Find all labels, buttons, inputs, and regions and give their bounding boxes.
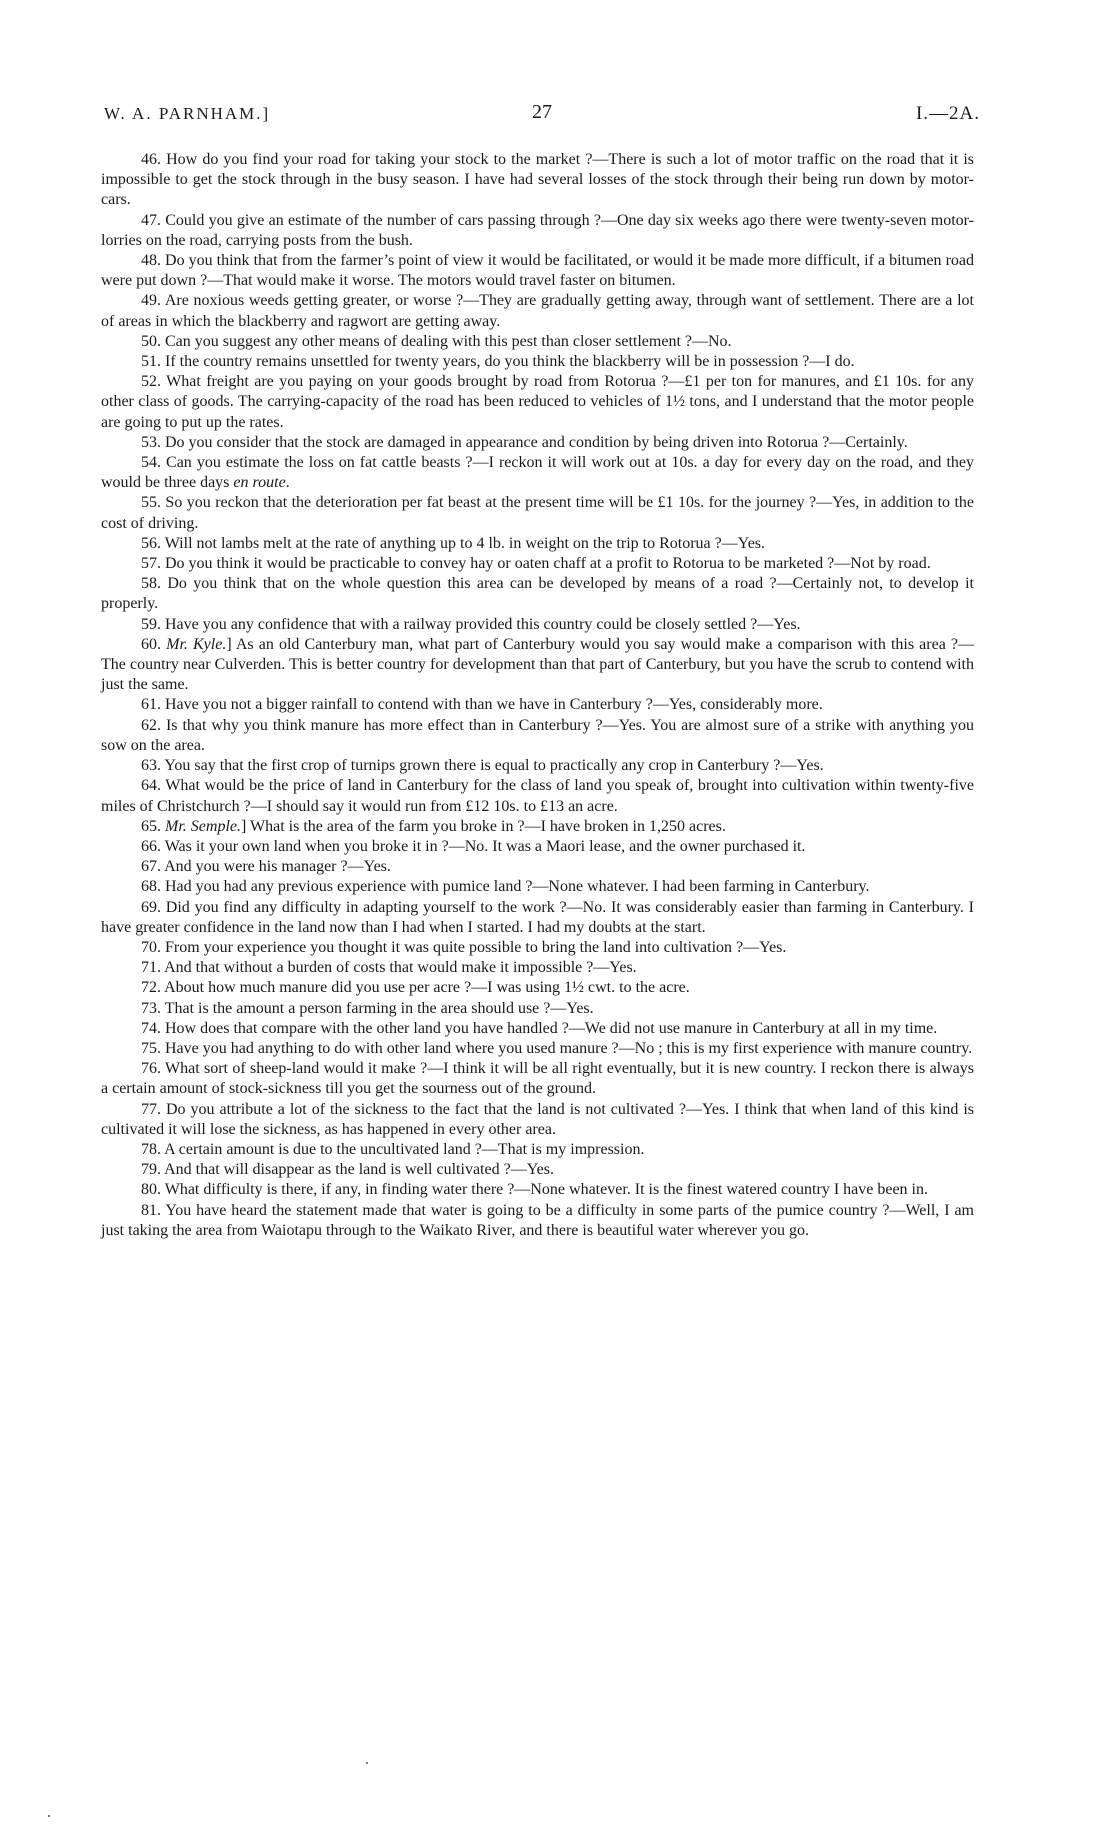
paragraph-text: 61. Have you not a bigger rainfall to contend with than we have in Canterbury ?—Yes, considerably more. [141,696,823,714]
question-answer-paragraph [101,978,974,998]
question-answer-paragraph [101,1100,974,1140]
paragraph-text: 80. What difficulty is there, if any, in finding water there ?—None whatever. It is the finest watered country I have been in. [141,1181,928,1199]
page-number: 27 [532,101,552,123]
question-answer-paragraph [101,756,974,776]
question-answer-paragraph [101,695,974,715]
question-answer-paragraph [101,1019,974,1039]
italic-text: Mr. Semple. [165,817,241,835]
question-answer-paragraph [101,534,974,554]
question-answer-paragraph [101,1059,974,1099]
question-answer-paragraph [101,1180,974,1200]
scan-speck [366,1762,368,1764]
question-answer-paragraph [101,352,974,372]
paragraph-text: 71. And that without a burden of costs that would make it impossible ?—Yes. [141,959,637,977]
question-answer-paragraph [101,817,974,837]
paragraph-text: 64. What would be the price of land in Canterbury for the class of land you speak of, brought into cultivation within twenty-five miles of Christchurch ?—I should say it would run from £12 10s. to £13 an acre. [101,777,974,815]
paragraph-text: 48. Do you think that from the farmer’s point of view it would be facilitated, or would it be made more difficult, if a bitumen road were put down ?—That would make it worse. The motors would travel faster on bitumen. [101,252,974,290]
question-answer-paragraph [101,857,974,877]
question-answer-paragraph [101,837,974,857]
paragraph-text: 62. Is that why you think manure has more effect than in Canterbury ?—Yes. You are almost sure of a strike with anything you sow on the area. [101,716,974,754]
italic-text: en route [233,474,286,492]
question-answer-paragraph [101,898,974,938]
question-answer-paragraph [101,1160,974,1180]
paragraph-text: 69. Did you find any difficulty in adapting yourself to the work ?—No. It was considerably easier than farming in Canterbury. I have greater confidence in the land now than I had when I started. I had my doubts at the start. [101,898,974,936]
paragraph-text: 76. What sort of sheep-land would it make ?—I think it will be all right eventually, but it is new country. I reckon there is always a certain amount of stock-sickness till you get the sourness out of the ground. [101,1060,974,1098]
paragraph-text: 55. So you reckon that the deterioration per fat beast at the present time will be £1 10s. for the journey ?—Yes, in addition to the cost of driving. [101,494,974,532]
paragraph-text: 66. Was it your own land when you broke it in ?—No. It was a Maori lease, and the owner purchased it. [141,837,806,855]
question-answer-paragraph [101,493,974,533]
paragraph-text: 50. Can you suggest any other means of dealing with this pest than closer settlement ?—No. [141,332,732,350]
question-answer-paragraph [101,1201,974,1241]
paragraph-text: 74. How does that compare with the other land you have handled ?—We did not use manure in Canterbury at all in my time. [141,1019,938,1037]
paragraph-text: 70. From your experience you thought it was quite possible to bring the land into cultivation ?—Yes. [141,938,787,956]
question-answer-paragraph [101,372,974,433]
testimony-body [101,150,974,1241]
question-answer-paragraph [101,635,974,696]
paragraph-text: 46. How do you find your road for taking your stock to the market ?—There is such a lot of motor traffic on the road that it is impossible to get the stock through in the busy season. I have had several losses of the stock through their being run down by motor-cars. [101,151,974,209]
paragraph-text: ] What is the area of the farm you broke in ?—I have broken in 1,250 acres. [240,817,726,835]
question-answer-paragraph [101,332,974,352]
paragraph-text: 67. And you were his manager ?—Yes. [141,858,391,876]
question-answer-paragraph [101,574,974,614]
paragraph-text: 77. Do you attribute a lot of the sickness to the fact that the land is not cultivated ?—Yes. I think that when land of this kind is cultivated it will lose the sickness, as has happened in every other area. [101,1100,974,1138]
paragraph-text: 47. Could you give an estimate of the number of cars passing through ?—One day six weeks ago there were twenty-seven motor-lorries on the road, carrying posts from the bush. [101,211,974,249]
paragraph-text: 58. Do you think that on the whole question this area can be developed by means of a road ?—Certainly not, to develop it properly. [101,575,974,613]
question-answer-paragraph [101,877,974,897]
question-answer-paragraph [101,433,974,453]
paragraph-text: 78. A certain amount is due to the uncultivated land ?—That is my impression. [141,1140,645,1158]
question-answer-paragraph [101,1140,974,1160]
question-answer-paragraph [101,938,974,958]
question-answer-paragraph [101,554,974,574]
question-answer-paragraph [101,776,974,816]
paragraph-text: 56. Will not lambs melt at the rate of anything up to 4 lb. in weight on the trip to Rotorua ?—Yes. [141,534,766,552]
question-answer-paragraph [101,150,974,211]
question-answer-paragraph [101,958,974,978]
paragraph-text: 63. You say that the first crop of turnips grown there is equal to practically any crop in Canterbury ?—Yes. [141,757,824,775]
question-answer-paragraph [101,999,974,1019]
paragraph-text: ] As an old Canterbury man, what part of Canterbury would you say would make a comparison with this area ?—The country near Culverden. This is better country for development than that part of Canterbury, but you have the scrub to contend with just the same. [101,635,975,694]
paragraph-text: 60. [141,635,167,653]
question-answer-paragraph [101,453,974,493]
document-reference: I.—2A. [915,103,980,124]
page-header [104,101,980,130]
paragraph-text: 59. Have you any confidence that with a railway provided this country could be closely settled ?—Yes. [141,615,801,633]
question-answer-paragraph [101,291,974,331]
question-answer-paragraph [101,615,974,635]
paragraph-text: 81. You have heard the statement made that water is going to be a difficulty in some parts of the pumice country ?—Well, I am just taking the area from Waiotapu through to the Waikato River, and there is beautiful water wherever you go. [101,1201,974,1239]
paragraph-text: . [285,474,290,492]
paragraph-text: 72. About how much manure did you use per acre ?—I was using 1½ cwt. to the acre. [141,979,690,997]
paragraph-text: 73. That is the amount a person farming in the area should use ?—Yes. [141,999,594,1017]
paragraph-text: 65. [141,817,165,835]
witness-name: W. A. PARNHAM.] [104,104,271,123]
scan-speck [48,1815,50,1817]
question-answer-paragraph [101,1039,974,1059]
paragraph-text: 68. Had you had any previous experience with pumice land ?—None whatever. I had been farming in Canterbury. [141,878,870,896]
paragraph-text: 53. Do you consider that the stock are damaged in appearance and condition by being driven into Rotorua ?—Certainly. [141,433,908,451]
paragraph-text: 51. If the country remains unsettled for twenty years, do you think the blackberry will be in possession ?—I do. [141,353,855,371]
paragraph-text: 49. Are noxious weeds getting greater, or worse ?—They are gradually getting away, through want of settlement. There are a lot of areas in which the blackberry and ragwort are getting away. [101,292,974,330]
question-answer-paragraph [101,211,974,251]
paragraph-text: 79. And that will disappear as the land is well cultivated ?—Yes. [141,1161,554,1179]
paragraph-text: 52. What freight are you paying on your goods brought by road from Rotorua ?—£1 per ton for manures, and £1 10s. for any other class of goods. The carrying-capacity of the road has been reduced to vehicles of 1½ tons, and I understand that the motor people are going to put up the rates. [101,373,974,431]
question-answer-paragraph [101,716,974,756]
question-answer-paragraph [101,251,974,291]
paragraph-text: 57. Do you think it would be practicable to convey hay or oaten chaff at a profit to Rotorua to be marketed ?—Not by road. [141,555,931,573]
paragraph-text: 75. Have you had anything to do with other land where you used manure ?—No ; this is my first experience with manure country. [141,1039,973,1057]
paragraph-text: 54. Can you estimate the loss on fat cattle beasts ?—I reckon it will work out at 10s. a day for every day on the road, and they would be three days [101,454,974,492]
italic-text: Mr. Kyle. [166,635,227,653]
